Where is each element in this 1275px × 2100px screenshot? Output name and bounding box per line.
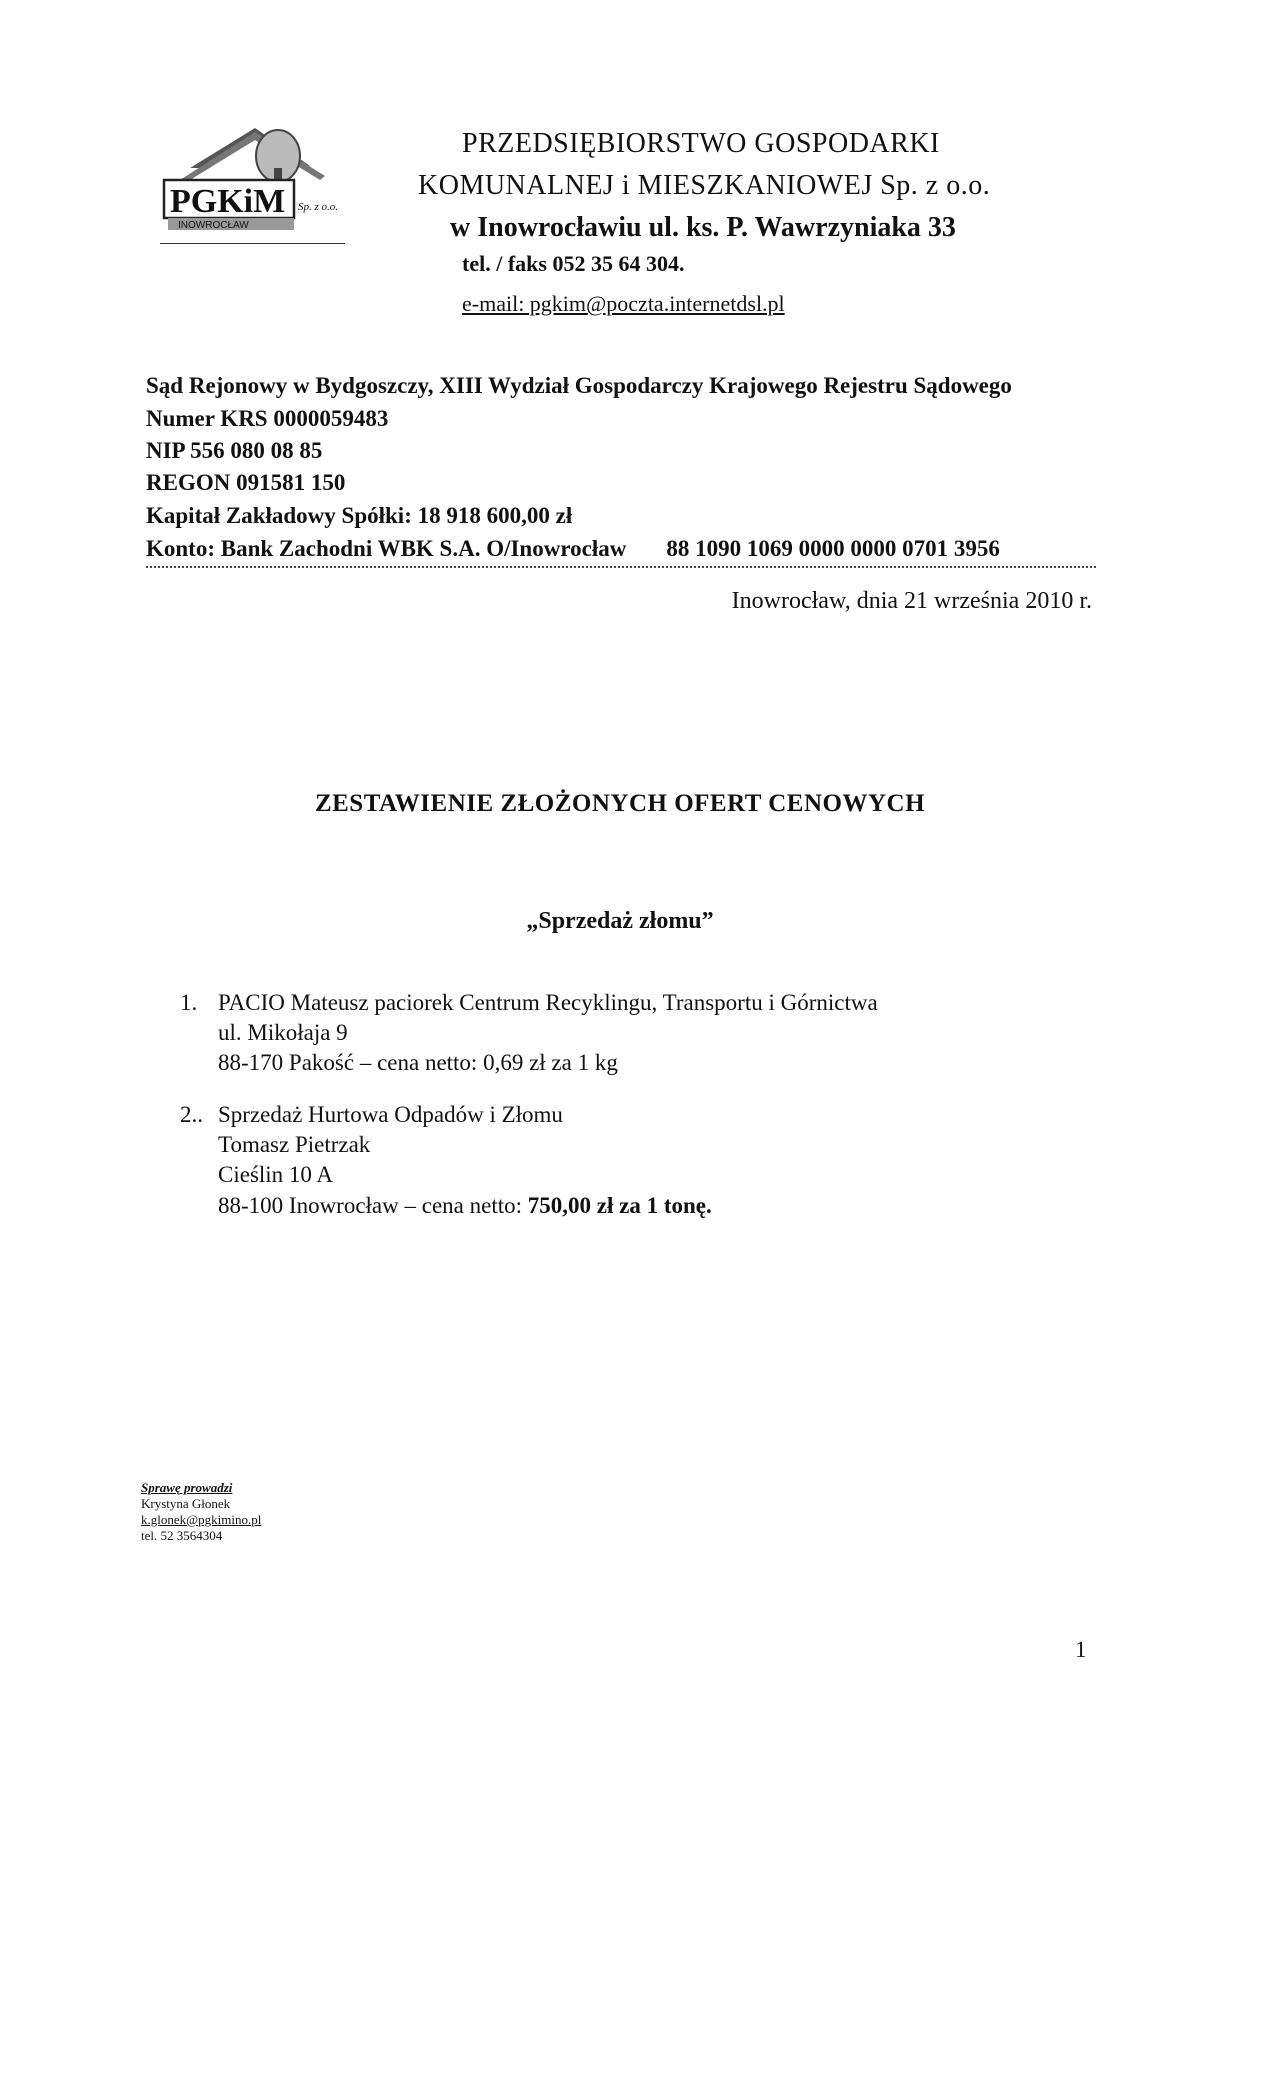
document-date: Inowrocław, dnia 21 września 2010 r. <box>731 588 1092 614</box>
krs-number: Numer KRS 0000059483 <box>146 406 389 431</box>
offer-1-number: 1. <box>180 990 198 1015</box>
company-email[interactable]: e-mail: pgkim@poczta.internetdsl.pl <box>462 291 785 316</box>
company-name-line1: PRZEDSIĘBIORSTWO GOSPODARKI <box>462 128 940 159</box>
company-phone: tel. / faks 052 35 64 304. <box>462 251 685 276</box>
company-logo <box>160 118 360 248</box>
offer-1-street: ul. Mikołaja 9 <box>218 1020 348 1045</box>
logo-city: INOWROCŁAW <box>178 220 249 231</box>
offer-1-company: PACIO Mateusz paciorek Centrum Recyklingu, Transportu i Górnictwa <box>218 990 878 1015</box>
handled-by-label: Sprawę prowadzi <box>141 1480 233 1495</box>
offer-1-price: 88-170 Pakość – cena netto: 0,69 zł za 1 kg <box>218 1050 618 1075</box>
regon-number: REGON 091581 150 <box>146 470 346 495</box>
offer-2-price <box>218 1192 712 1220</box>
handler-name: Krystyna Głonek <box>141 1496 231 1511</box>
company-name-line2: KOMUNALNEJ i MIESZKANIOWEJ Sp. z o.o. <box>418 170 991 201</box>
document-subject: „Sprzedaż złomu” <box>526 908 714 934</box>
offer-2-number: 2.. <box>180 1102 203 1127</box>
share-capital: Kapitał Zakładowy Spółki: 18 918 600,00 zł <box>146 503 573 528</box>
logo-underline <box>160 243 345 244</box>
document-title: ZESTAWIENIE ZŁOŻONYCH OFERT CENOWYCH <box>314 790 926 817</box>
offer-2-company: Sprzedaż Hurtowa Odpadów i Złomu <box>218 1102 563 1127</box>
court-registry: Sąd Rejonowy w Bydgoszczy, XIII Wydział Gospodarczy Krajowego Rejestru Sądowego <box>146 373 1012 398</box>
offer-2-owner: Tomasz Pietrzak <box>218 1132 371 1157</box>
logo-suffix: Sp. z o.o. <box>298 201 339 213</box>
company-address: w Inowrocławiu ul. ks. P. Wawrzyniaka 33 <box>450 212 956 243</box>
dotted-separator <box>146 566 1096 568</box>
handler-phone: tel. 52 3564304 <box>141 1528 223 1543</box>
page-number: 1 <box>1075 1637 1087 1662</box>
account-number: 88 1090 1069 0000 0000 0701 3956 <box>666 536 1000 561</box>
offer-2-street: Cieślin 10 A <box>218 1162 334 1187</box>
bank-account <box>146 535 1000 563</box>
bank-name: Konto: Bank Zachodni WBK S.A. O/Inowrocław <box>146 536 627 561</box>
offer-2-price-prefix: 88-100 Inowrocław – cena netto: <box>218 1193 528 1218</box>
nip-number: NIP 556 080 08 85 <box>146 438 323 463</box>
logo-name: PGKiM <box>170 183 286 220</box>
offer-2-price-value: 750,00 zł za 1 tonę. <box>527 1193 712 1218</box>
logo-graphic <box>160 118 360 248</box>
handler-email[interactable]: k.glonek@pgkimino.pl <box>141 1512 262 1527</box>
